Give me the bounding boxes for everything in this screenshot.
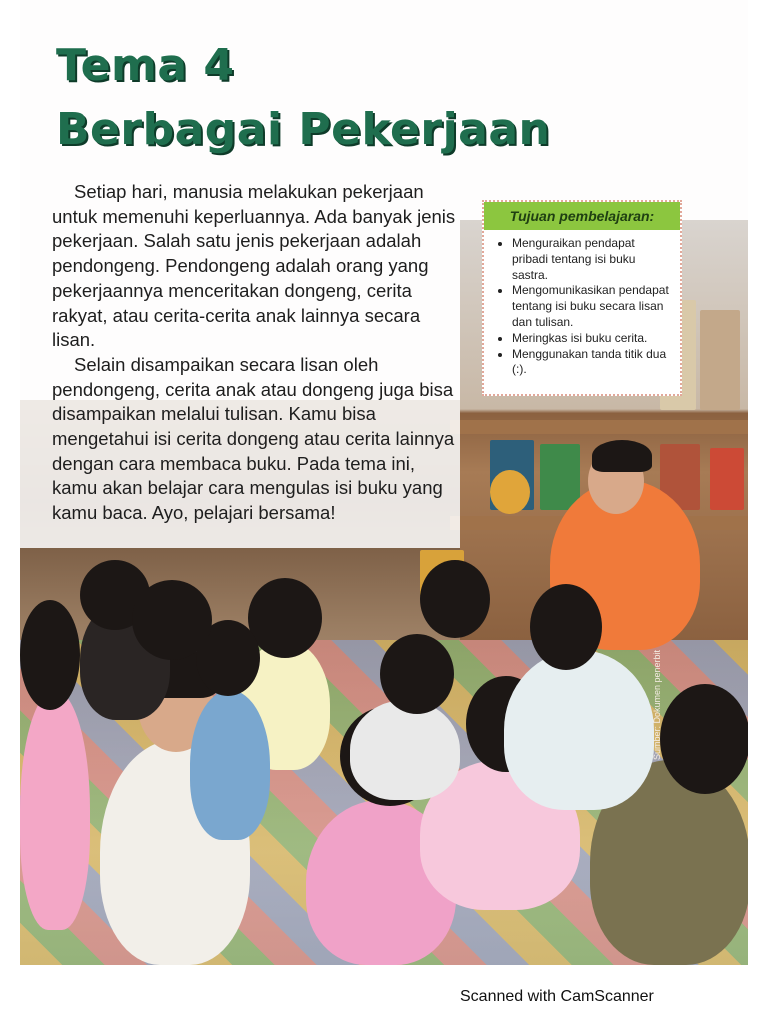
puppet xyxy=(490,470,530,514)
child xyxy=(350,700,460,800)
child-head xyxy=(248,578,322,658)
book-cover xyxy=(700,310,740,410)
photo-credit: Sumber: Dokumen penerbit xyxy=(652,649,662,760)
child xyxy=(190,690,270,840)
book-page xyxy=(20,0,748,965)
child-head xyxy=(132,580,212,660)
paragraph: Selain disampaikan secara lisan oleh pendongeng, cerita anak atau dongeng juga bisa disampaikan melalui tulisan. Kamu bisa mengetahui isi cerita dongeng atau cerita lainnya dengan cara membaca buku. Pada tema ini, kamu akan belajar cara mengulas isi buku yang kamu baca. Ayo, pelajari bersama! xyxy=(52,353,455,524)
child-head xyxy=(20,600,80,710)
shelf-board xyxy=(450,420,748,434)
child xyxy=(504,650,654,810)
child-head xyxy=(420,560,490,638)
paragraph: Setiap hari, manusia melakukan pekerjaan untuk memenuhi keperluannya. Ada banyak jenis pekerjaan. Salah satu jenis pekerjaan adalah pendongeng. Pendongeng adalah orang yang pekerjaannya menceritakan dongeng, cerita rakyat, atau cerita-cerita anak lainnya secara lisan. xyxy=(52,181,456,351)
scanner-watermark: Scanned with CamScanner xyxy=(460,988,654,1005)
list-item: • Mengomunikasikan pendapat tentang isi buku secara lisan dan tulisan. xyxy=(512,283,672,330)
theme-title: Berbagai Pekerjaan xyxy=(56,104,551,155)
child-head xyxy=(660,684,748,794)
list-item: • Menguraikan pendapat pribadi tentang isi buku sastra. xyxy=(512,236,672,283)
learning-objectives-box xyxy=(482,200,682,396)
intro-text xyxy=(52,180,462,526)
child xyxy=(20,690,90,930)
learning-objectives-list xyxy=(484,236,672,378)
storyteller-hair xyxy=(592,440,652,472)
book-cover xyxy=(710,448,744,510)
child-head xyxy=(530,584,602,670)
child-head xyxy=(380,634,454,714)
list-item: • Menggunakan tanda titik dua (:). xyxy=(512,347,672,379)
list-item: • Meringkas isi buku cerita. xyxy=(512,331,672,347)
theme-number: Tema 4 xyxy=(56,40,235,91)
book-cover xyxy=(540,444,580,510)
learning-objectives-heading: Tujuan pembelajaran: xyxy=(484,202,680,230)
